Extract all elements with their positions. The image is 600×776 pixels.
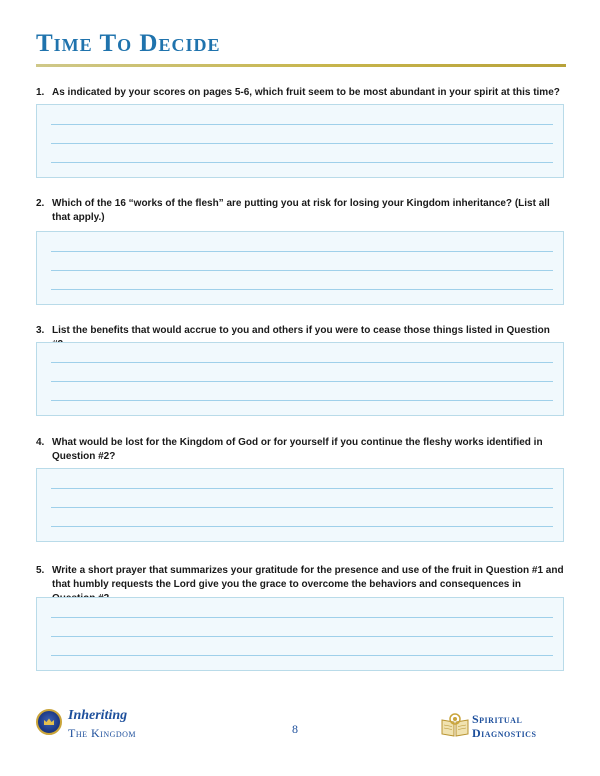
question-4-number: 4. <box>36 437 45 448</box>
answer-line <box>51 655 553 656</box>
answer-box-3[interactable] <box>36 342 564 416</box>
page-number: 8 <box>292 722 298 736</box>
question-1-prompt: As indicated by your scores on pages 5-6, which fruit seem to be most abundant in your spirit at this time? <box>52 87 560 98</box>
answer-box-5[interactable] <box>36 597 564 671</box>
question-3-prompt: List the benefits that would accrue to you and others if you were to cease those things listed in Question <box>52 325 550 336</box>
open-book-icon <box>440 712 470 738</box>
question-5 <box>36 564 566 606</box>
crown-icon <box>44 718 54 726</box>
brand-diagnostics: Diagnostics <box>472 726 537 740</box>
question-5-prompt: Write a short prayer that summarizes your gratitude for the presence and use of the fruit in Question #1 and that humbly requests the Lord give you the grace to overcome the behaviors and consequences in <box>52 565 564 590</box>
question-2-number: 2. <box>36 198 45 209</box>
answer-line <box>51 162 553 163</box>
crown-seal-icon <box>36 709 62 735</box>
answer-line <box>51 124 553 125</box>
question-1 <box>36 86 566 100</box>
answer-line <box>51 636 553 637</box>
question-3 <box>36 324 566 352</box>
question-3-number: 3. <box>36 325 45 336</box>
title-divider <box>36 64 566 67</box>
answer-line <box>51 289 553 290</box>
brand-the-kingdom: The Kingdom <box>68 726 137 740</box>
brand-inheriting: Inheriting <box>68 708 128 723</box>
inheriting-the-kingdom-logo <box>36 708 196 748</box>
brand-spiritual: Spiritual <box>472 712 523 726</box>
answer-line <box>51 143 553 144</box>
answer-line <box>51 270 553 271</box>
question-4 <box>36 436 566 464</box>
question-1-number: 1. <box>36 87 45 98</box>
question-1-text <box>36 86 566 100</box>
answer-line <box>51 526 553 527</box>
answer-line <box>51 400 553 401</box>
spiritual-diagnostics-logo <box>440 710 570 744</box>
answer-line <box>51 362 553 363</box>
answer-line <box>51 251 553 252</box>
answer-box-1[interactable] <box>36 104 564 178</box>
answer-line <box>51 617 553 618</box>
question-4-prompt: What would be lost for the Kingdom of God or for yourself if you continue the fleshy works identified in Question #2? <box>52 437 543 462</box>
page-title: Time To Decide <box>36 30 221 57</box>
answer-line <box>51 381 553 382</box>
question-2-prompt: Which of the 16 “works of the flesh” are putting you at risk for losing your Kingdom inheritance? (List all that apply.) <box>52 198 550 223</box>
question-2-text <box>36 197 566 225</box>
question-2 <box>36 197 566 225</box>
answer-box-4[interactable] <box>36 468 564 542</box>
answer-box-2[interactable] <box>36 231 564 305</box>
answer-line <box>51 488 553 489</box>
answer-line <box>51 507 553 508</box>
question-4-text <box>36 436 566 464</box>
question-5-number: 5. <box>36 565 45 576</box>
